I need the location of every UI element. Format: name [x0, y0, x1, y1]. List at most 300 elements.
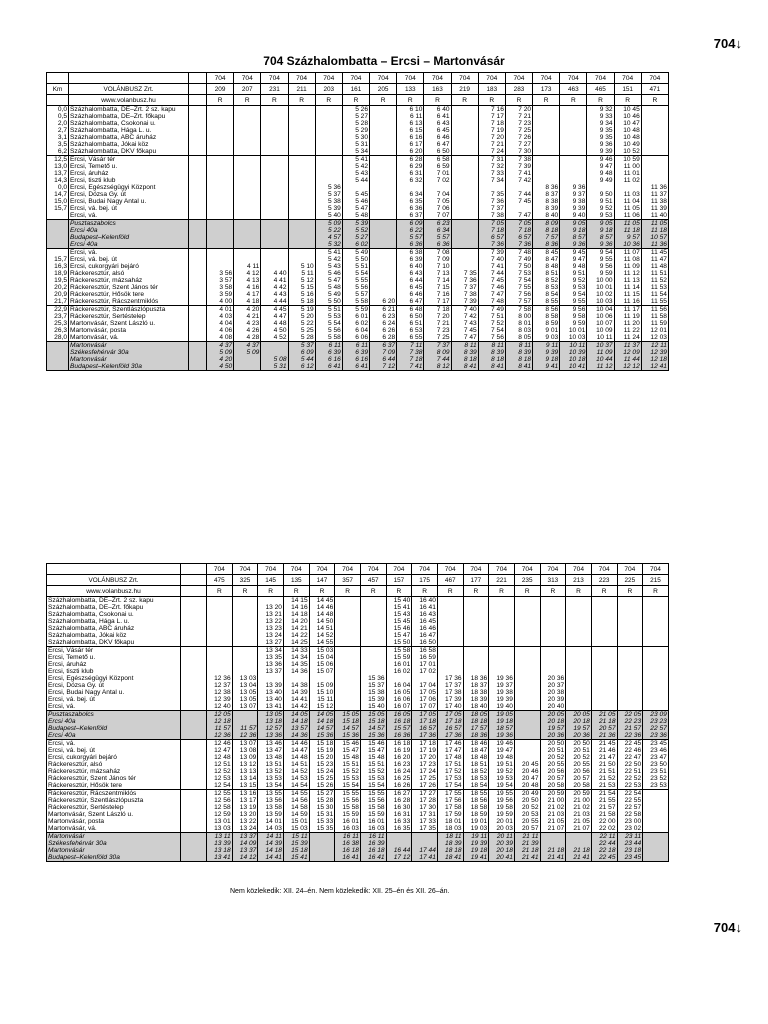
km-cell: 28,0 — [47, 334, 69, 342]
time-cell — [566, 625, 592, 632]
time-cell: 7 10 — [424, 263, 451, 270]
time-cell: 18 05 — [463, 711, 489, 719]
time-cell: 5 54 — [315, 320, 342, 327]
time-cell — [207, 611, 233, 618]
time-cell: 16 01 — [360, 818, 386, 825]
time-cell: 16 05 — [386, 689, 412, 696]
time-cell — [617, 639, 643, 647]
reservation-marker: R — [560, 95, 587, 106]
time-cell: 6 34 — [424, 227, 451, 234]
timetable-row — [47, 854, 669, 862]
time-cell: 15 33 — [309, 818, 335, 825]
time-cell: 13 04 — [232, 682, 258, 689]
time-cell: 14 39 — [258, 840, 284, 847]
time-cell — [370, 120, 397, 127]
time-cell — [540, 639, 566, 647]
time-cell: 9 54 — [587, 249, 614, 257]
route-number-cell: 704 — [614, 73, 641, 84]
time-cell: 9 36 — [587, 241, 614, 249]
time-cell — [540, 632, 566, 639]
time-cell: 6 45 — [424, 127, 451, 134]
time-cell: 7 08 — [424, 249, 451, 257]
time-cell: 15 36 — [360, 675, 386, 682]
time-cell — [451, 127, 478, 134]
time-cell: 17 25 — [412, 775, 438, 782]
time-cell — [288, 184, 315, 191]
time-cell — [451, 256, 478, 263]
time-cell: 19 59 — [489, 811, 515, 818]
time-cell: 12 12 — [614, 363, 641, 371]
stop-name: Százhalombatta, Csokonai u. — [47, 611, 181, 618]
time-cell: 8 36 — [533, 241, 560, 249]
timetable-row — [47, 227, 669, 234]
time-cell — [617, 632, 643, 639]
time-cell: 9 53 — [587, 212, 614, 220]
time-cell: 16 11 — [335, 833, 361, 841]
time-cell: 20 03 — [489, 825, 515, 833]
time-cell: 9 45 — [560, 249, 587, 257]
time-cell: 11 03 — [614, 191, 641, 198]
time-cell — [505, 184, 532, 191]
marker-row — [47, 95, 669, 106]
time-cell — [533, 177, 560, 184]
time-cell — [451, 113, 478, 120]
time-cell: 7 18 — [478, 120, 505, 127]
time-cell: 8 58 — [533, 313, 560, 320]
time-cell: 21 45 — [591, 740, 617, 748]
time-cell: 21 18 — [566, 847, 592, 854]
time-cell: 17 54 — [437, 782, 463, 790]
time-cell — [617, 647, 643, 655]
time-cell — [207, 604, 233, 611]
timetable-row — [47, 775, 669, 782]
timetable-row — [47, 298, 669, 306]
marker-cell — [189, 284, 207, 291]
time-cell — [641, 141, 668, 148]
time-cell: 15 11 — [283, 833, 309, 841]
time-cell — [437, 625, 463, 632]
time-cell: 12 36 — [207, 675, 233, 682]
time-cell: 13 13 — [232, 768, 258, 775]
stop-name: Martonvásár, posta — [47, 818, 181, 825]
time-cell: 7 47 — [451, 334, 478, 342]
time-cell: 21 00 — [566, 797, 592, 804]
time-cell: 17 51 — [437, 761, 463, 768]
time-cell — [533, 148, 560, 156]
time-cell: 15 55 — [335, 790, 361, 798]
time-cell: 15 03 — [309, 647, 335, 655]
time-cell: 15 52 — [335, 768, 361, 775]
time-cell: 7 55 — [505, 284, 532, 291]
time-cell: 15 36 — [335, 732, 361, 740]
time-cell: 10 03 — [560, 334, 587, 342]
time-cell: 19 58 — [489, 804, 515, 811]
stop-name: Ercsi, tiszti klub — [69, 177, 189, 184]
time-cell: 17 59 — [437, 811, 463, 818]
time-cell — [560, 177, 587, 184]
marker-cell — [189, 84, 207, 95]
time-cell: 7 36 — [478, 198, 505, 205]
time-cell: 19 48 — [489, 754, 515, 761]
marker-cell — [181, 840, 207, 847]
time-cell — [560, 148, 587, 156]
time-cell: 15 01 — [283, 818, 309, 825]
time-cell — [207, 597, 233, 605]
time-cell: 17 18 — [412, 718, 438, 725]
time-cell: 14 11 — [258, 833, 284, 841]
time-cell: 13 52 — [258, 768, 284, 775]
time-cell: 5 39 — [315, 205, 342, 212]
time-cell — [533, 120, 560, 127]
time-cell: 9 18 — [587, 227, 614, 234]
time-cell — [335, 632, 361, 639]
marker-cell — [181, 718, 207, 725]
time-cell — [207, 647, 233, 655]
time-cell: 4 52 — [261, 334, 288, 342]
stop-name: Ercsi, Temető u. — [69, 163, 189, 170]
time-cell — [566, 840, 592, 847]
time-cell: 6 23 — [424, 220, 451, 228]
marker-cell — [181, 782, 207, 790]
time-cell: 18 36 — [463, 732, 489, 740]
time-cell: 21 36 — [591, 732, 617, 740]
time-cell: 6 43 — [397, 270, 424, 277]
time-cell: 7 23 — [424, 327, 451, 334]
marker-cell — [189, 170, 207, 177]
route-number-cell: 704 — [315, 73, 342, 84]
timetable-row — [47, 141, 669, 148]
time-cell: 18 38 — [463, 689, 489, 696]
time-cell — [207, 212, 234, 220]
time-cell: 10 07 — [587, 320, 614, 327]
time-cell: 15 50 — [386, 639, 412, 647]
time-cell: 6 47 — [397, 298, 424, 306]
time-cell: 19 55 — [489, 790, 515, 798]
time-cell: 21 52 — [591, 775, 617, 782]
time-cell — [489, 668, 515, 675]
time-cell: 14 05 — [283, 711, 309, 719]
time-cell: 11 55 — [641, 298, 668, 306]
time-cell — [451, 163, 478, 170]
timetable-row — [47, 277, 669, 284]
time-cell: 7 09 — [370, 349, 397, 356]
time-cell — [643, 790, 669, 798]
time-cell — [412, 840, 438, 847]
time-cell: 15 35 — [309, 825, 335, 833]
train-number: 283 — [505, 84, 532, 95]
reservation-marker: R — [360, 586, 386, 597]
timetable-row — [47, 825, 669, 833]
time-cell: 13 53 — [258, 775, 284, 782]
marker-cell — [189, 349, 207, 356]
time-cell — [514, 632, 540, 639]
time-cell — [489, 625, 515, 632]
time-cell: 21 18 — [591, 718, 617, 725]
timetable-row — [47, 127, 669, 134]
time-cell — [232, 611, 258, 618]
time-cell: 4 28 — [234, 334, 261, 342]
marker-cell — [181, 625, 207, 632]
time-cell — [315, 156, 342, 164]
time-cell — [451, 212, 478, 220]
time-cell — [540, 647, 566, 655]
time-cell: 10 02 — [587, 291, 614, 298]
stop-name: Ercsi, vá. — [69, 249, 189, 257]
time-cell: 9 39 — [560, 205, 587, 212]
time-cell — [207, 632, 233, 639]
time-cell: 13 39 — [207, 840, 233, 847]
time-cell: 17 30 — [412, 804, 438, 811]
time-cell — [207, 234, 234, 241]
time-cell: 11 05 — [641, 220, 668, 228]
km-cell: 6,2 — [47, 148, 69, 156]
timetable-row — [47, 661, 669, 668]
time-cell: 13 09 — [232, 754, 258, 761]
marker-row — [47, 586, 669, 597]
time-cell — [591, 654, 617, 661]
time-cell: 14 21 — [283, 625, 309, 632]
time-cell: 7 17 — [424, 298, 451, 306]
time-cell: 5 26 — [342, 106, 369, 114]
time-cell: 20 59 — [566, 790, 592, 798]
time-cell: 13 41 — [258, 703, 284, 711]
time-cell — [261, 234, 288, 241]
time-cell — [514, 647, 540, 655]
time-cell: 14 09 — [232, 840, 258, 847]
time-cell: 4 18 — [234, 298, 261, 306]
time-cell: 6 36 — [397, 205, 424, 212]
time-cell — [643, 618, 669, 625]
time-cell: 11 07 — [614, 249, 641, 257]
train-number: 457 — [360, 575, 386, 586]
time-cell: 21 18 — [540, 847, 566, 854]
stop-name: Ercsi, vá. bej. út — [47, 696, 181, 703]
time-cell: 15 24 — [309, 768, 335, 775]
time-cell — [370, 220, 397, 228]
time-cell: 14 57 — [335, 725, 361, 732]
time-cell — [288, 113, 315, 120]
marker-cell — [189, 156, 207, 164]
time-cell — [288, 234, 315, 241]
time-cell: 9 55 — [587, 256, 614, 263]
time-cell: 19 52 — [489, 768, 515, 775]
time-cell: 20 47 — [514, 775, 540, 782]
time-cell: 16 18 — [335, 847, 361, 854]
time-cell: 5 39 — [342, 220, 369, 228]
timetable-row — [47, 597, 669, 605]
reservation-marker: R — [641, 95, 668, 106]
time-cell: 8 09 — [533, 220, 560, 228]
time-cell — [514, 725, 540, 732]
marker-cell — [189, 127, 207, 134]
time-cell: 16 19 — [386, 747, 412, 754]
time-cell — [489, 661, 515, 668]
time-cell: 15 41 — [386, 604, 412, 611]
time-cell: 10 44 — [587, 356, 614, 363]
time-cell: 21 41 — [566, 854, 592, 862]
time-cell: 9 40 — [560, 212, 587, 220]
time-cell: 10 45 — [614, 106, 641, 114]
km-cell: 20,9 — [47, 291, 69, 298]
stop-name: Ercsi, cukorgyári bejáró — [69, 263, 189, 270]
time-cell: 9 05 — [560, 220, 587, 228]
time-cell: 20 51 — [540, 747, 566, 754]
time-cell — [232, 625, 258, 632]
marker-cell — [189, 327, 207, 334]
time-cell — [617, 618, 643, 625]
time-cell: 13 37 — [258, 668, 284, 675]
time-cell: 15 19 — [309, 747, 335, 754]
timetable-row — [47, 113, 669, 120]
time-cell: 15 58 — [386, 647, 412, 655]
time-cell — [533, 141, 560, 148]
time-cell — [617, 696, 643, 703]
time-cell: 6 55 — [397, 334, 424, 342]
time-cell: 15 51 — [335, 761, 361, 768]
time-cell: 7 20 — [478, 134, 505, 141]
marker-cell — [181, 804, 207, 811]
time-cell: 5 48 — [315, 284, 342, 291]
time-cell — [261, 212, 288, 220]
time-cell: 17 52 — [437, 768, 463, 775]
time-cell — [617, 597, 643, 605]
time-cell: 6 50 — [424, 148, 451, 156]
timetable-row — [47, 761, 669, 768]
time-cell: 5 57 — [397, 234, 424, 241]
time-cell: 22 47 — [617, 754, 643, 761]
time-cell: 16 03 — [360, 825, 386, 833]
time-cell: 4 48 — [261, 320, 288, 327]
reservation-marker: R — [614, 95, 641, 106]
time-cell — [451, 241, 478, 249]
train-number: 207 — [234, 84, 261, 95]
time-cell — [463, 625, 489, 632]
train-number: 313 — [540, 575, 566, 586]
time-cell: 16 57 — [412, 725, 438, 732]
time-cell: 15 54 — [360, 782, 386, 790]
time-cell: 15 41 — [283, 854, 309, 862]
time-cell: 14 15 — [283, 597, 309, 605]
time-cell — [288, 220, 315, 228]
reservation-marker: R — [451, 95, 478, 106]
time-cell: 8 41 — [505, 363, 532, 371]
time-cell — [234, 191, 261, 198]
marker-cell — [189, 249, 207, 257]
time-cell: 9 47 — [587, 163, 614, 170]
time-cell — [288, 120, 315, 127]
time-cell — [617, 611, 643, 618]
time-cell: 23 51 — [643, 768, 669, 775]
time-cell: 17 05 — [437, 711, 463, 719]
time-cell — [566, 611, 592, 618]
reservation-marker: R — [463, 586, 489, 597]
time-cell: 4 41 — [261, 277, 288, 284]
timetable-row — [47, 191, 669, 198]
time-cell: 15 55 — [360, 790, 386, 798]
km-cell — [47, 212, 69, 220]
time-cell — [437, 618, 463, 625]
time-cell — [288, 134, 315, 141]
timetable-row — [47, 220, 669, 228]
time-cell: 6 13 — [397, 120, 424, 127]
time-cell — [643, 611, 669, 618]
stop-name: Százhalombatta, Hága L. u. — [69, 127, 189, 134]
time-cell — [566, 668, 592, 675]
time-cell: 6 09 — [288, 349, 315, 356]
time-cell: 7 46 — [478, 284, 505, 291]
time-cell: 11 09 — [614, 263, 641, 270]
time-cell: 17 55 — [437, 790, 463, 798]
time-cell: 13 16 — [232, 790, 258, 798]
time-cell: 22 23 — [617, 718, 643, 725]
time-cell: 18 55 — [463, 790, 489, 798]
time-cell: 3 59 — [207, 291, 234, 298]
time-cell — [288, 177, 315, 184]
time-cell: 9 01 — [533, 327, 560, 334]
time-cell: 21 39 — [514, 840, 540, 847]
route-number-cell: 704 — [283, 564, 309, 575]
route-number-cell: 704 — [309, 564, 335, 575]
time-cell: 14 39 — [283, 689, 309, 696]
time-cell: 4 45 — [261, 306, 288, 314]
time-cell: 7 17 — [478, 113, 505, 120]
time-cell: 4 47 — [261, 313, 288, 320]
time-cell — [261, 241, 288, 249]
time-cell: 4 21 — [234, 313, 261, 320]
time-cell: 7 24 — [478, 148, 505, 156]
time-cell — [505, 205, 532, 212]
timetable-row — [47, 797, 669, 804]
time-cell: 16 39 — [360, 840, 386, 847]
time-cell — [288, 191, 315, 198]
time-cell: 8 54 — [533, 291, 560, 298]
timetable-row — [47, 804, 669, 811]
time-cell: 22 52 — [617, 775, 643, 782]
time-cell: 11 18 — [614, 227, 641, 234]
stop-name: Százhalombatta, ABC áruház — [47, 625, 181, 632]
time-cell — [514, 604, 540, 611]
reservation-marker: R — [514, 586, 540, 597]
time-cell: 13 17 — [232, 797, 258, 804]
time-cell: 20 53 — [514, 811, 540, 818]
time-cell: 21 57 — [617, 725, 643, 732]
time-cell: 14 57 — [360, 725, 386, 732]
reservation-marker: R — [234, 95, 261, 106]
time-cell: 13 55 — [258, 790, 284, 798]
time-cell — [437, 639, 463, 647]
time-cell: 11 16 — [614, 298, 641, 306]
corner-cell — [189, 73, 207, 84]
footnote: Nem közlekedik: XII. 24–én. Nem közlekedik: XII. 25–én és XII. 26–án. — [230, 888, 450, 895]
time-cell — [261, 191, 288, 198]
time-cell: 6 01 — [342, 313, 369, 320]
time-cell: 20 36 — [566, 732, 592, 740]
train-number: 147 — [309, 575, 335, 586]
time-cell: 21 07 — [540, 825, 566, 833]
time-cell — [261, 120, 288, 127]
stop-name: Ercsi, Temető u. — [47, 654, 181, 661]
route-number-top: 704↓ — [713, 36, 742, 51]
train-number: 467 — [437, 575, 463, 586]
time-cell — [207, 661, 233, 668]
time-cell — [335, 604, 361, 611]
time-cell — [451, 170, 478, 177]
time-cell: 7 37 — [478, 205, 505, 212]
time-cell — [370, 177, 397, 184]
stop-name: Ráckeresztúr, Hősök tere — [47, 782, 181, 790]
time-cell: 7 47 — [478, 291, 505, 298]
route-number-cell: 704 — [643, 564, 669, 575]
